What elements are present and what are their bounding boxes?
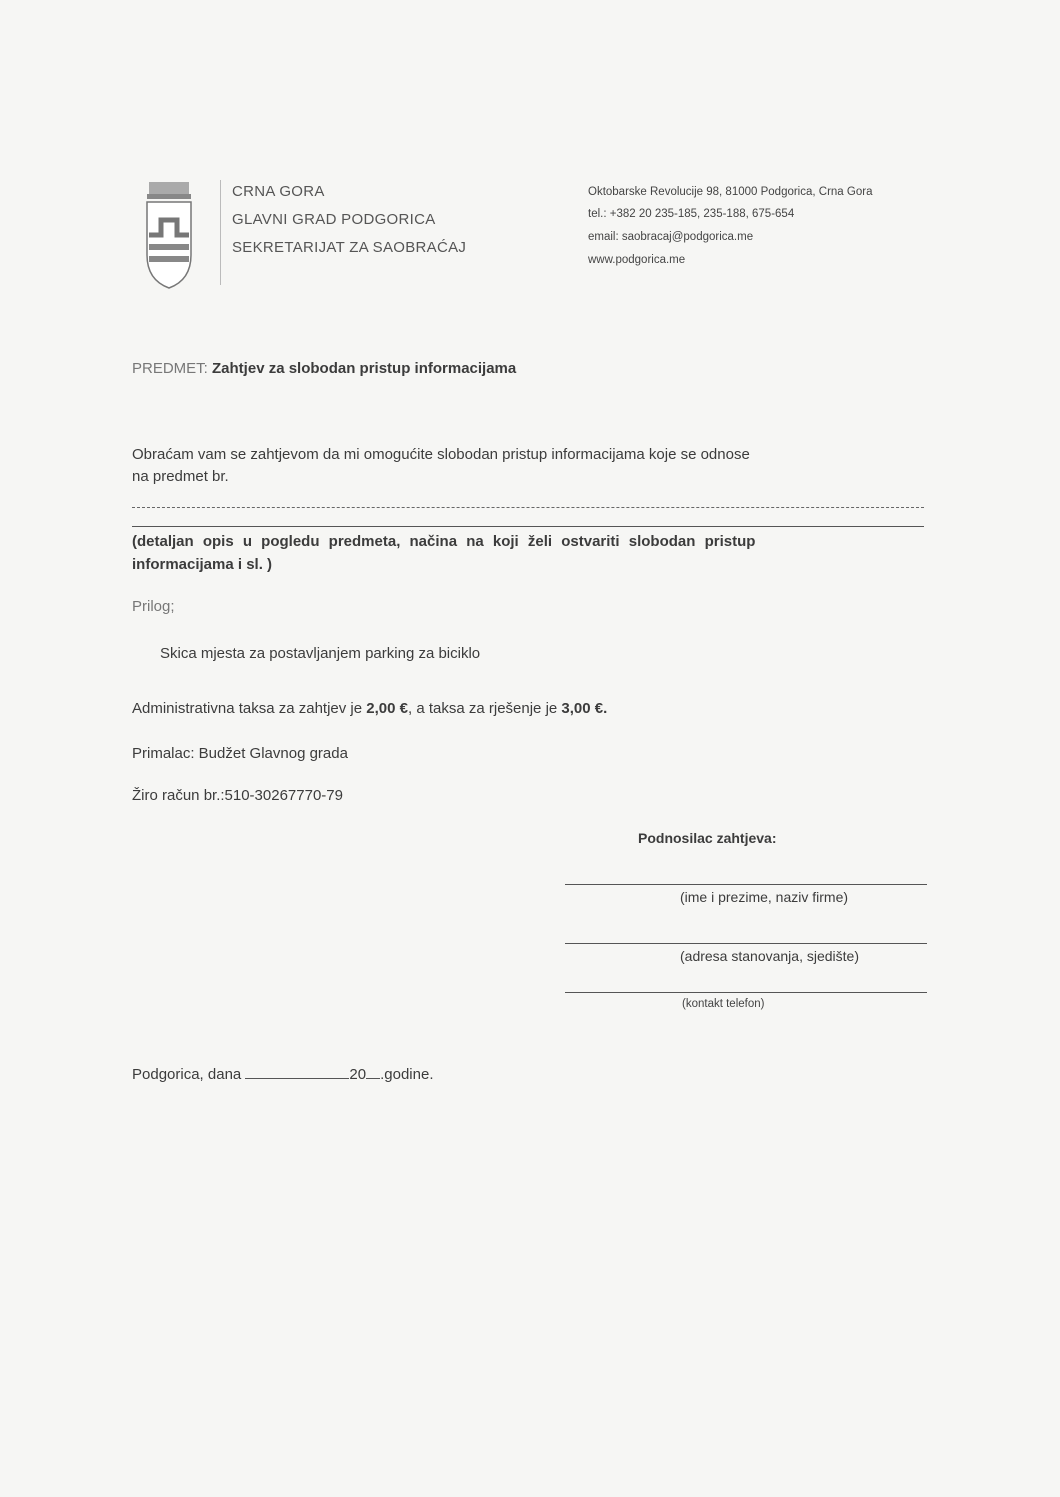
description-hint-1: (detaljan opis u pogledu predmeta, načina na koji želi ostvariti slobodan pristup [132,533,756,550]
description-hint-2: informacijama i sl. ) [132,556,273,573]
attachment-item: Skica mjesta za postavljanjem parking za biciklo [160,645,481,662]
year-prefix: 20 [349,1066,367,1083]
phone: tel.: +382 20 235-185, 235-188, 675-654 [588,208,795,220]
phone-line [565,992,927,993]
request-text-1: Obraćam vam se zahtjevom da mi omogućite slobodan pristup informacijama koje se odnose [132,446,750,463]
name-hint: (ime i prezime, naziv firme) [680,889,849,905]
fee-prefix: Administrativna taksa za zahtjev je [132,700,367,717]
applicant-title: Podnosilac zahtjeva: [638,830,777,846]
date-prefix: Podgorica, dana [132,1066,242,1083]
date-line [132,1066,434,1083]
org-country: CRNA GORA [232,183,325,200]
recipient: Primalac: Budžet Glavnog grada [132,745,348,762]
year-blank [366,1078,380,1079]
coat-of-arms-logo [143,180,195,290]
fill-line-1 [132,507,924,508]
name-line [565,884,927,885]
phone-hint: (kontakt telefon) [682,998,765,1010]
address-line [565,943,927,944]
subject-text: Zahtjev za slobodan pristup informacijama [212,360,517,377]
attachment-label: Prilog; [132,598,175,615]
org-city: GLAVNI GRAD PODGORICA [232,211,436,228]
decision-fee: 3,00 €. [561,700,608,717]
website: www.podgorica.me [588,254,686,266]
subject-label: PREDMET: [132,360,208,377]
fee-text [132,700,607,717]
address: Oktobarske Revolucije 98, 81000 Podgorica, Crna Gora [588,186,873,198]
request-fee: 2,00 € [366,700,408,717]
fee-middle: , a taksa za rješenje je [408,700,562,717]
fill-line-2 [132,526,924,527]
request-text-2: na predmet br. [132,468,229,485]
subject [132,360,516,377]
address-hint: (adresa stanovanja, sjedište) [680,948,859,964]
account: Žiro račun br.:510-30267770-79 [132,787,343,804]
email: email: saobracaj@podgorica.me [588,231,754,243]
date-blank [245,1078,349,1079]
header-divider [220,180,221,285]
org-secretariat: SEKRETARIJAT ZA SAOBRAĆAJ [232,239,467,256]
date-suffix: .godine. [380,1066,434,1083]
